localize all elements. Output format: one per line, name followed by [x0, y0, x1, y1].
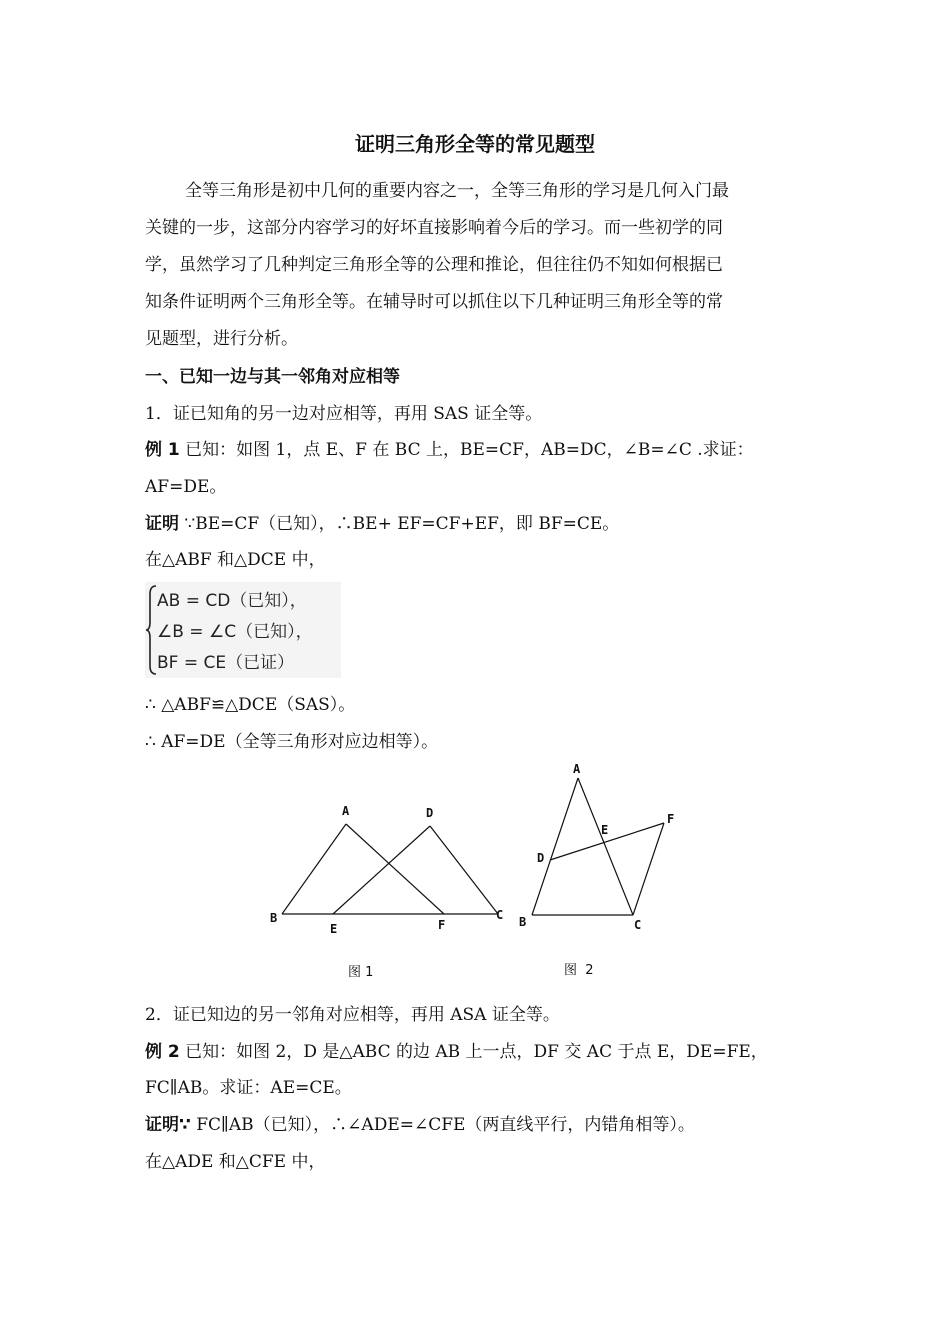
figure-1 — [262, 795, 512, 935]
fig1-label-b: B — [270, 911, 278, 925]
in-triangles-2: 在△ADE 和△CFE 中， — [145, 1152, 326, 1172]
example-1-label: 例 1 — [145, 440, 180, 460]
fig2-segment-ab — [532, 778, 578, 915]
intro-line-3: 学，虽然学习了几种判定三角形全等的公理和推论，但往往仍不知如何根据已 — [145, 255, 723, 275]
in-triangles-1: 在△ABF 和△DCE 中， — [145, 550, 326, 570]
figure-2 — [512, 760, 692, 935]
fig2-segment-fc — [633, 823, 664, 915]
fig1-label-d: D — [426, 806, 434, 820]
proof-2-label: 证明∵ — [145, 1115, 191, 1135]
fig1-segment-de — [333, 826, 430, 914]
proof-1-line — [145, 512, 805, 536]
item-1: 1．证已知角的另一边对应相等，再用 SAS 证全等。 — [145, 404, 543, 424]
figure-2-caption: 图 2 — [564, 963, 594, 978]
section-heading-1: 一、已知一边与其一邻角对应相等 — [145, 367, 400, 387]
example-1-line-1 — [145, 438, 805, 462]
figure-1-caption: 图 1 — [348, 965, 374, 980]
fig1-label-a: A — [342, 804, 350, 818]
fig1-label-e: E — [330, 922, 338, 935]
example-2-line-2: FC∥AB。求证：AE=CE。 — [145, 1078, 352, 1098]
fig2-label-b: B — [519, 915, 527, 929]
fig2-segment-ac — [578, 778, 633, 915]
fig1-label-c: C — [496, 908, 504, 922]
page-title: 证明三角形全等的常见题型 — [355, 132, 595, 156]
proof-2-line — [145, 1113, 805, 1137]
fig1-label-f: F — [438, 918, 446, 932]
proof-2-text: FC∥AB（已知），∴∠ADE=∠CFE（两直线平行，内错角相等）。 — [190, 1115, 695, 1135]
fig2-label-e: E — [601, 823, 609, 837]
example-2-text: 已知：如图 2，D 是△ABC 的边 AB 上一点，DF 交 AC 于点 E，DE=FE， — [179, 1042, 768, 1062]
intro-line-5: 见题型，进行分析。 — [145, 329, 298, 349]
conclusion-2: ∴ AF=DE（全等三角形对应边相等）。 — [145, 732, 439, 752]
fig1-segment-cd — [430, 826, 498, 914]
intro-line-4: 知条件证明两个三角形全等。在辅导时可以抓住以下几种证明三角形全等的常 — [145, 292, 723, 312]
fig1-segment-af — [346, 824, 444, 914]
item-2: 2．证已知边的另一邻角对应相等，再用 ASA 证全等。 — [145, 1005, 560, 1025]
fig2-label-c: C — [634, 918, 642, 932]
example-1-text: 已知：如图 1，点 E、F 在 BC 上，BE=CF，AB=DC，∠B=∠C .求证： — [179, 440, 754, 460]
proof-1-label: 证明 — [145, 514, 179, 534]
intro-line-1: 全等三角形是初中几何的重要内容之一，全等三角形的学习是几何入门最 — [185, 181, 729, 201]
fig1-segment-ab — [282, 824, 346, 914]
intro-line-2: 关键的一步，这部分内容学习的好坏直接影响着今后的学习。而一些初学的同 — [145, 218, 723, 238]
brace-row-3: BF = CE（已证） — [157, 653, 295, 673]
proof-1-text: ∵BE=CF（已知），∴BE+ EF=CF+EF，即 BF=CE。 — [179, 514, 620, 534]
example-2-line-1 — [145, 1040, 805, 1064]
fig2-label-a: A — [573, 762, 581, 776]
brace-row-2: ∠B = ∠C（已知）， — [157, 622, 313, 642]
fig2-label-f: F — [667, 812, 675, 826]
example-2-label: 例 2 — [145, 1042, 180, 1062]
example-1-line-2: AF=DE。 — [145, 477, 227, 497]
brace-system-1 — [145, 582, 341, 678]
fig2-label-d: D — [537, 851, 545, 865]
brace-row-1: AB = CD（已知）， — [157, 591, 307, 611]
conclusion-1: ∴ △ABF≌△DCE（SAS）。 — [145, 695, 356, 715]
